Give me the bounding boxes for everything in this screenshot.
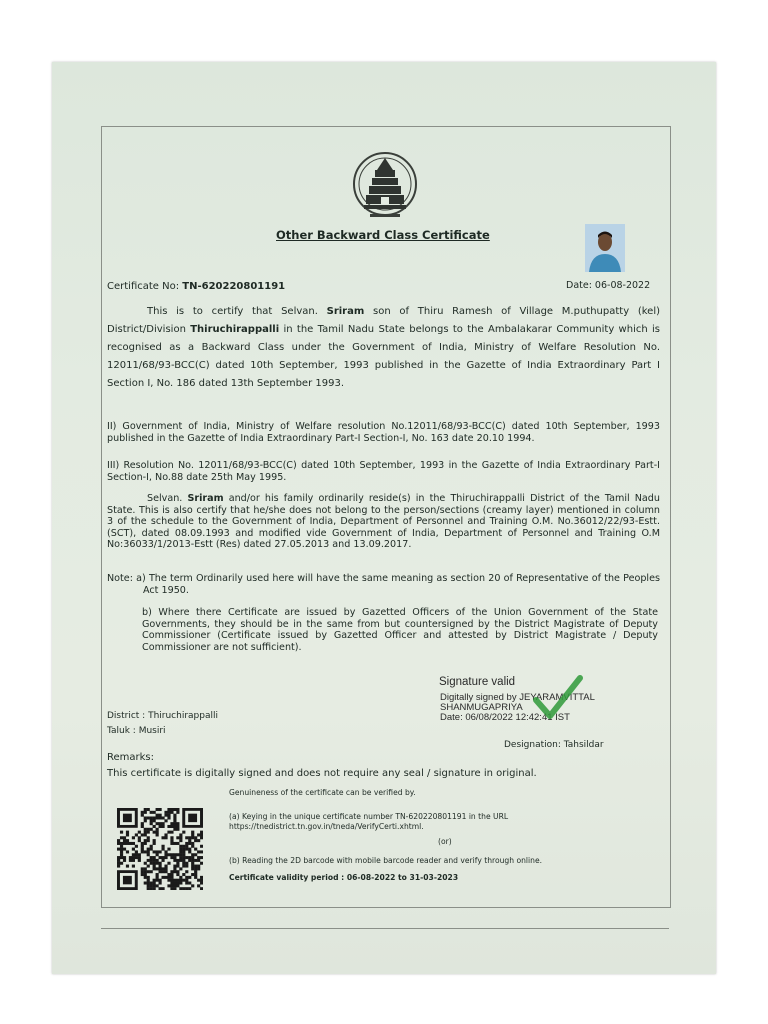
- taluk-label: Taluk : Musiri: [107, 726, 166, 736]
- designation-label: Designation: Tahsildar: [504, 740, 604, 750]
- verification-option-b: (b) Reading the 2D barcode with mobile barcode reader and verify through online.: [229, 856, 543, 865]
- certificate-number: Certificate No: TN-620220801191: [107, 281, 286, 292]
- note-a: Note: a) The term Ordinarily used here will have the same meaning as section 20 of Representative of the Peoples Act 1950.: [107, 573, 660, 596]
- signature-status: Signature valid: [439, 676, 516, 688]
- or-separator: (or): [438, 837, 452, 846]
- certificate-paragraph-3: III) Resolution No. 12011/68/93-BCC(C) dated 10th September, 1993 in the Gazette of India Extraordinary Part-I Section-I, No.88 date 25th May 1995.: [107, 460, 660, 483]
- district-label: District : Thiruchirappalli: [107, 711, 218, 721]
- note-b: b) Where there Certificate are issued by Gazetted Officers of the Union Government of the State Governments, they should be in the same from but countersigned by the District Magistrate of Deputy Commissioner (Certificate issued by Gazetted Officer and attested by District Magistrate / Deputy Commissioner are not sufficient).: [142, 607, 658, 653]
- certificate-paragraph-1: This is to certify that Selvan. Sriram son of Thiru Ramesh of Village M.puthupatty (kel) District/Division Thiruchirappalli in the Tamil Nadu State belongs to the Ambalakarar Community which is recognised as a Backward Class under the Government of India, Ministry of Welfare Resolution No. 12011/68/93-BCC(C) dated 10th September, 1993 published in the Gazette of India Extraordinary Part I Section I, No. 186 dated 13th September 1993.: [107, 306, 661, 389]
- issue-date: Date: 06-08-2022: [566, 280, 651, 291]
- tamil-nadu-emblem-icon: [350, 150, 420, 222]
- digital-signature-note: This certificate is digitally signed and does not require any seal / signature in original.: [107, 768, 537, 779]
- checkmark-icon: [530, 670, 586, 726]
- certificate-paragraph-4: Selvan. Sriram and/or his family ordinarily reside(s) in the Thiruchirappalli District of the Tamil Nadu State. This is also certify that he/she does not belong to the person/sections (creamy layer) mentioned in column 3 of the schedule to the Government of India, Department of Personnel and Training O.M. No.36012/22/93-Estt.(SCT), dated 08.09.1993 and modified vide Government of India, Department of Personnel and Training O.M No:36033/1/2013-Estt (Res) dated 27.05.2013 and 13.09.2017.: [107, 493, 660, 550]
- remarks-label: Remarks:: [107, 752, 155, 763]
- signature-details: Digitally signed by JEYARAMVITTAL SHANMUGAPRIYA Date: 06/08/2022 12:42:41 IST: [440, 692, 595, 723]
- genuineness-note: Genuineness of the certificate can be verified by.: [229, 788, 416, 797]
- certificate-paragraph-2: II) Government of India, Ministry of Welfare resolution No.12011/68/93-BCC(C) dated 10th September, 1993 published in the Gazette of India Extraordinary Part-I Section-I, No. 163 date 20.10 1994.: [107, 421, 660, 444]
- verification-option-a: (a) Keying in the unique certificate number TN-620220801191 in the URL https://tnedistrict.tn.gov.in/tneda/VerifyCerti.xhtml.: [229, 812, 509, 831]
- applicant-photo: [585, 224, 625, 272]
- qr-code-icon: [117, 808, 203, 890]
- bottom-divider: [101, 928, 669, 929]
- validity-period: Certificate validity period : 06-08-2022 to 31-03-2023: [229, 873, 459, 882]
- certificate-title: Other Backward Class Certificate: [276, 228, 490, 242]
